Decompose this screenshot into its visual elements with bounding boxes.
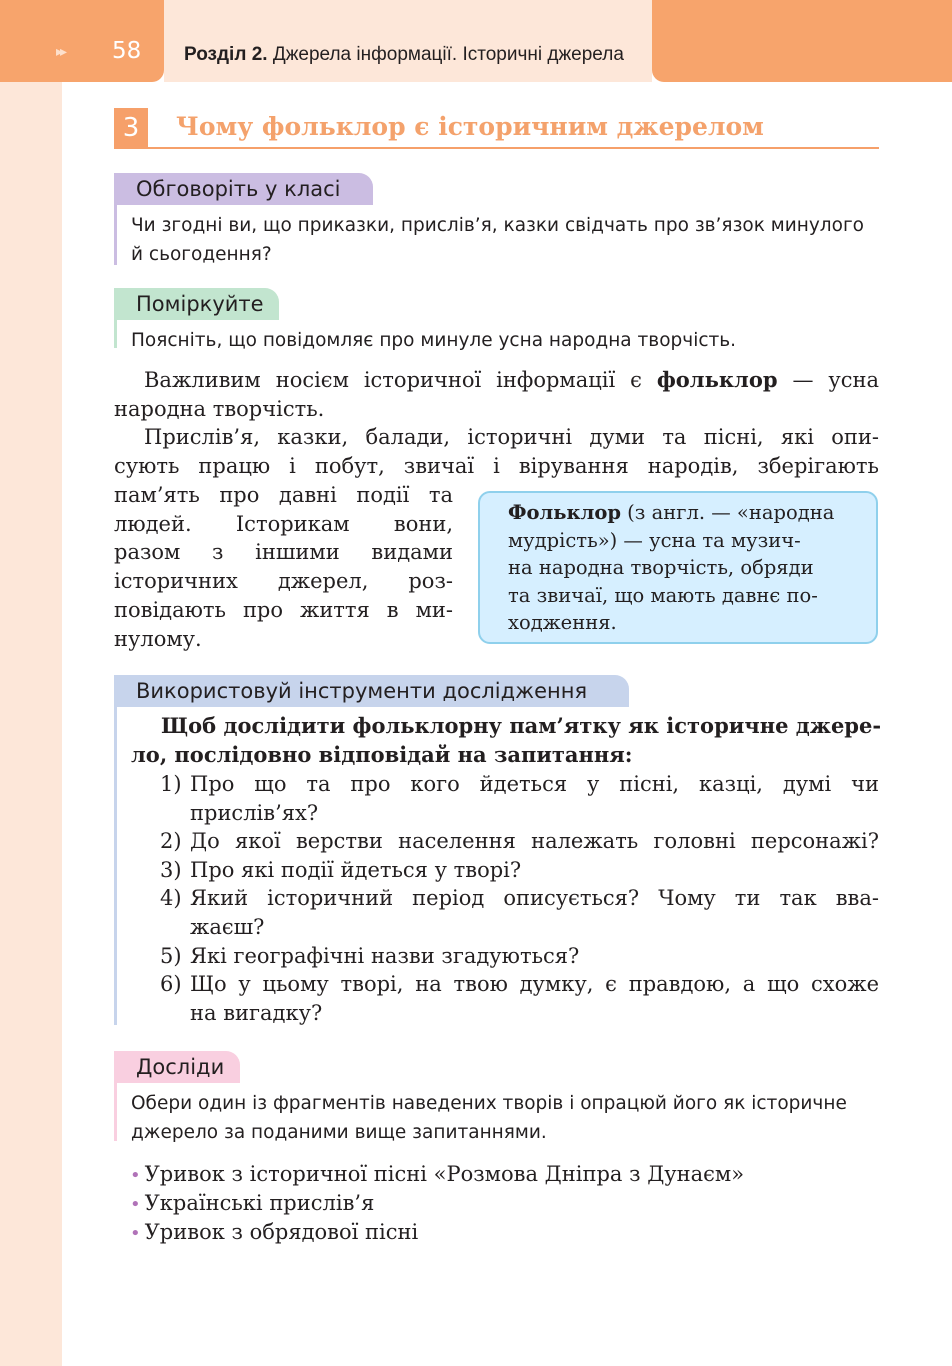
body-line: історичних джерел, роз- <box>114 569 453 594</box>
chapter-label: Розділ 2. <box>184 44 268 65</box>
think-tab: Поміркуйте <box>114 288 279 320</box>
bullet-item <box>130 1218 418 1248</box>
question-line: на вигадку? <box>190 1000 323 1025</box>
definition-term: Фольклор <box>508 501 621 524</box>
body-line: нулому. <box>114 626 202 651</box>
research-text <box>131 1089 881 1147</box>
bullet-text: Уривок з історичної пісні «Розмова Дніпра з Дунаєм» <box>144 1162 745 1186</box>
think-text: Поясніть, що повідомляє про минуле усна народна творчість. <box>131 330 737 351</box>
definition-line: та звичаї, що мають давнє по- <box>508 583 818 607</box>
bullet-text: Українські прислів’я <box>144 1191 375 1215</box>
body-line: Прислів’я, казки, балади, історичні думи та пісні, які опи- <box>144 425 879 450</box>
section-title: Чому фольклор є історичним джерелом <box>176 112 764 141</box>
question-number: 3) <box>160 858 182 882</box>
header-title-bar <box>164 0 652 82</box>
question-text <box>190 942 879 971</box>
bullet-text: Уривок з обрядової пісні <box>144 1220 419 1244</box>
definition-line: ходження. <box>508 611 617 634</box>
page-number: 58 <box>112 38 142 64</box>
question-line: Про які події йдеться у творі? <box>190 858 522 882</box>
body-line: народна творчість. <box>114 396 325 421</box>
discuss-line: й сьогодення? <box>131 244 272 265</box>
body-text-wide <box>114 366 879 481</box>
definition-line: мудрість») — усна та музич- <box>508 528 801 552</box>
header-arrows-icon: ▸▸ <box>56 44 65 60</box>
question-number: 5) <box>160 944 182 968</box>
body-line: сують працю і побут, звичаї і вірування народів, зберігають <box>114 454 879 479</box>
tools-intro <box>131 712 882 769</box>
tools-intro-line: ло, послідовно відповідай на запитання: <box>131 741 633 767</box>
question-line: жаєш? <box>190 914 265 939</box>
think-side-line <box>114 320 117 348</box>
discuss-side-line <box>114 205 117 265</box>
question-text <box>190 970 879 1027</box>
question-line: Який історичний період описується? Чому ти так вва- <box>190 886 879 910</box>
body-line: пам’ять про давні події та <box>114 483 453 507</box>
body-text-narrow <box>114 481 453 653</box>
question-line: прислів’ях? <box>190 800 319 825</box>
question-text <box>190 827 879 856</box>
section-rule <box>114 147 879 149</box>
bullet-item <box>130 1160 744 1190</box>
research-side-line <box>114 1083 117 1141</box>
body-run: — усна <box>777 368 880 392</box>
definition-box <box>478 491 878 644</box>
header-right-block <box>652 0 952 82</box>
tools-side-line <box>114 707 117 1025</box>
body-run: Важливим носієм історичної інформації є <box>144 368 657 392</box>
chapter-name: Джерела інформації. Історичні джерела <box>267 44 624 65</box>
bullet-dot-icon: • <box>130 1165 141 1186</box>
chapter-title <box>184 44 624 66</box>
bullet-dot-icon: • <box>130 1194 141 1215</box>
tools-tab: Використовуй інструменти дослідження <box>114 675 629 707</box>
question-number: 1) <box>160 772 182 796</box>
body-line: повідають про життя в ми- <box>114 597 453 622</box>
bullet-item <box>130 1189 374 1219</box>
body-line <box>114 366 879 395</box>
bullet-dot-icon: • <box>130 1223 141 1244</box>
question-number: 6) <box>160 972 182 996</box>
term-folklor: фольклор <box>656 367 778 392</box>
definition-line: на народна творчість, обряди <box>508 556 814 579</box>
question-line: Що у цьому творі, на твою думку, є правдою, а що схоже <box>190 972 879 996</box>
research-line: джерело за поданими вище запитаннями. <box>131 1122 547 1143</box>
question-line: До якої верстви населення належать головні персонажі? <box>190 829 879 853</box>
discuss-tab: Обговоріть у класі <box>114 173 373 205</box>
question-line: Які географічні назви згадуються? <box>190 944 580 968</box>
question-line: Про що та про кого йдеться у пісні, казці, думі чи <box>190 772 879 796</box>
discuss-line: Чи згодні ви, що приказки, прислів’я, казки свідчать про зв’язок минулого <box>131 215 864 236</box>
question-text <box>190 770 879 827</box>
tools-intro-line: Щоб дослідити фольклорну пам’ятку як історичне джере- <box>161 713 882 738</box>
question-number: 4) <box>160 886 182 910</box>
question-number: 2) <box>160 829 182 853</box>
research-line: Обери один із фрагментів наведених творів і опрацюй його як історичне <box>131 1093 847 1114</box>
left-margin-band <box>0 0 65 1366</box>
question-text <box>190 884 879 941</box>
body-line: разом з іншими видами <box>114 540 453 565</box>
section-number: 3 <box>114 108 148 148</box>
research-tab: Досліди <box>114 1051 240 1083</box>
definition-line <box>508 499 850 527</box>
definition-run: (з англ. — «народна <box>620 501 835 524</box>
body-line: людей. Історикам вони, <box>114 511 453 536</box>
question-text <box>190 856 879 885</box>
discuss-text <box>131 211 881 269</box>
